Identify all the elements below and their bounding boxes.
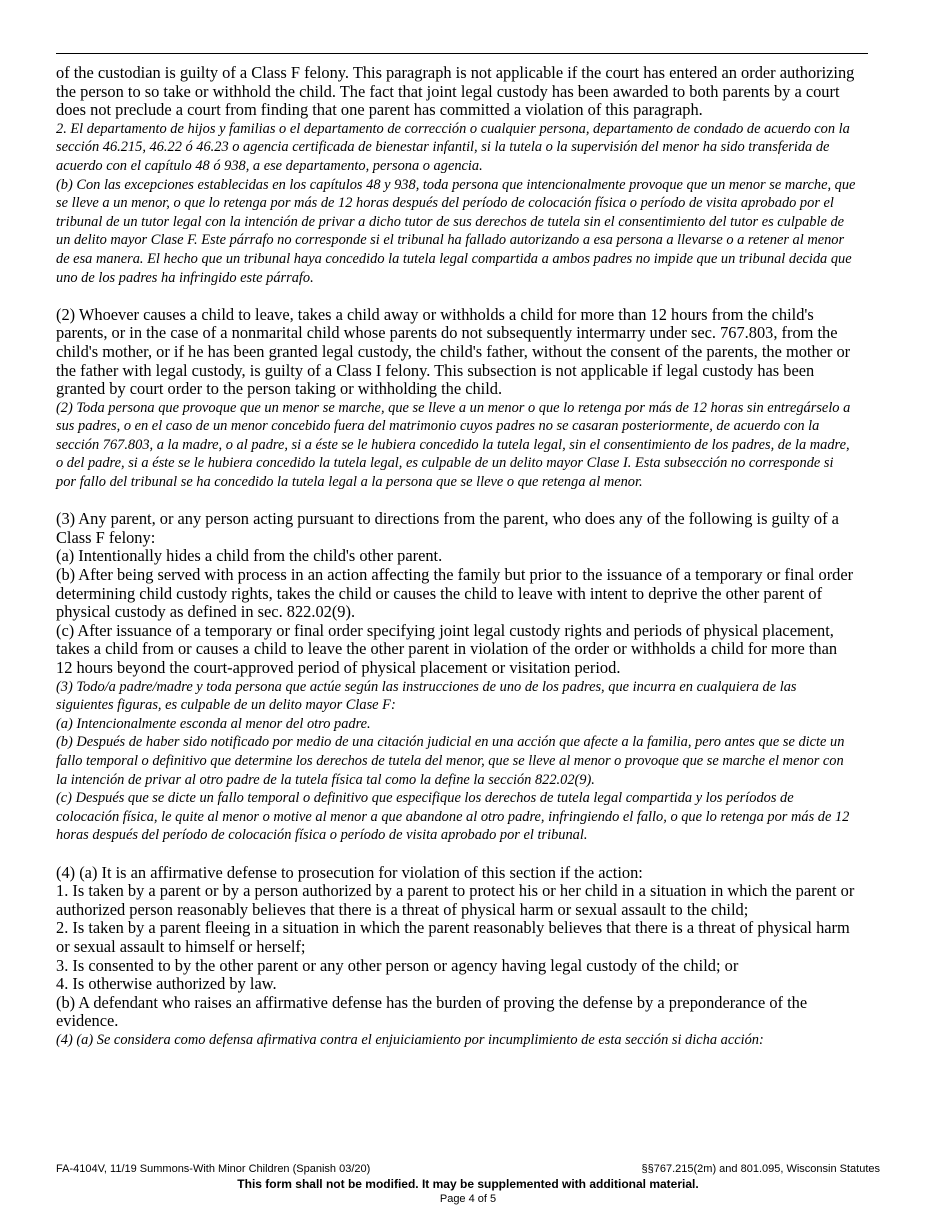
english-paragraph: 1. Is taken by a parent or by a person authorized by a parent to protect his or her child in a situation in which the parent or authorized person reasonably believes that there is a threat of physical harm or sexual assault to the child;: [56, 881, 855, 919]
spanish-paragraph: 2. El departamento de hijos y familias o el departamento de corrección o cualquier persona, departamento de condado de acuerdo con la sección 46.215, 46.22 ó 46.23 o agencia certificada de bienestar infantil, si la tutela o la supervisión del menor ha sido transferida de acuerdo con el capítulo 48 ó 938, a ese departamento, persona o agencia.: [56, 120, 850, 174]
english-paragraph: (4) (a) It is an affirmative defense to prosecution for violation of this section if the action:: [56, 862, 643, 882]
form-id: FA-4104V, 11/19 Summons-With Minor Children (Spanish 03/20): [56, 1163, 371, 1175]
header-rule: [56, 53, 868, 54]
english-paragraph: of the custodian is guilty of a Class F felony. This paragraph is not applicable if the court has entered an order authorizing the person to so take or withhold the child. The fact that joint legal custody has been awarded to both parents by a court does not preclude a court from finding that one parent has committed a violation of this paragraph.: [56, 63, 855, 120]
english-paragraph: 4. Is otherwise authorized by law.: [56, 974, 277, 994]
english-paragraph: (b) A defendant who raises an affirmative defense has the burden of proving the defense by a preponderance of the evidence.: [56, 992, 808, 1031]
spanish-paragraph: (b) Después de haber sido notificado por medio de una citación judicial en una acción que afecte a la familia, pero antes que se dicte un fallo temporal o definitivo que determine los derechos de tutela del menor, que se lleve al menor o provoque que se marche el menor con la intención de privar al otro padre de la tutela física tal como la define la sección 822.02(9).: [56, 734, 845, 788]
document-body: [56, 64, 856, 1049]
spanish-paragraph: (4) (a) Se considera como defensa afirmativa contra el enjuiciamiento por incumplimiento de esta sección si dicha acción:: [56, 1031, 764, 1048]
modification-notice: This form shall not be modified. It may be supplemented with additional material.: [237, 1177, 699, 1191]
page-footer: [56, 1162, 880, 1207]
spanish-paragraph: (a) Intencionalmente esconda al menor del otro padre.: [56, 715, 371, 732]
page-number: Page 4 of 5: [439, 1193, 497, 1205]
english-paragraph: (c) After issuance of a temporary or final order specifying joint legal custody rights and periods of physical placement, takes a child from or causes a child to leave the other parent in violation of the order or withholds a child for more than 12 hours beyond the court-approved period of physical placement or visitation period.: [56, 620, 838, 677]
spanish-paragraph: (2) Toda persona que provoque que un menor se marche, que se lleve a un menor o que lo retenga por más de 12 horas sin entregárselo a sus padres, o en el caso de un menor concebido fuera del matrimonio cuyos padres no se casaran posteriormente, de acuerdo con la sección 767.803, a la madre, o al padre, si a éste se le hubiera concedido la tutela legal, sin el consentimiento de los padres, de la madre, o del padre, si a éste se le hubiera concedido la tutela legal, es culpable de un delito mayor Clase I. Esta subsección no corresponde si por fallo del tribunal se ha concedido la tutela legal a la persona que se lleve o que retenga al menor.: [56, 399, 851, 491]
english-paragraph: (2) Whoever causes a child to leave, takes a child away or withholds a child for more than 12 hours from the child's parents, or in the case of a nonmarital child whose parents do not subsequently intermarry under sec. 767.803, from the child's mother, or if he has been granted legal custody, the child's father, without the consent of the parents, the mother or the father with legal custody, is guilty of a Class I felony. This subsection is not applicable if legal custody has been granted by court order to the person taking or withholding the child.: [56, 304, 851, 399]
paragraph-spacer: [56, 492, 856, 511]
spanish-paragraph: (c) Después que se dicte un fallo temporal o definitivo que especifique los derechos de tutela legal compartida y los períodos de colocación física, le quite al menor o motive al menor a que abandone al otro padre, infringiendo el fallo, o que lo retenga por más de 12 horas después del período de colocación física o período de visita aprobado por el tribunal.: [56, 790, 850, 844]
spanish-paragraph: (b) Con las excepciones establecidas en los capítulos 48 y 938, toda persona que intencionalmente provoque que un menor se marche, que se lleve a un menor, o que lo retenga por más de 12 horas después del período de colocación física o período de visita aprobado por el tribunal de un tutor legal con la intención de privar a dicho tutor de sus derechos de tutela sin el consentimiento del tutor es culpable de un delito mayor Clase F. Este párrafo no corresponde si el tribunal ha fallado autorizando a esa persona a llevarse o a retener al menor de esa manera. El hecho que un tribunal haya concedido la tutela legal compartida a ambos padres no impide que un tribunal decida que uno de los padres ha infringido este párrafo.: [56, 176, 856, 286]
english-paragraph: 3. Is consented to by the other parent or any other person or agency having legal custody of the child; or: [56, 955, 739, 975]
spanish-paragraph: (3) Todo/a padre/madre y toda persona que actúe según las instrucciones de uno de los padres, que incurra en cualquiera de las siguientes figuras, es culpable de un delito mayor Clase F:: [56, 678, 797, 714]
english-paragraph: (b) After being served with process in an action affecting the family but prior to the issuance of a temporary or final order determining child custody rights, takes the child or causes the child to leave with intent to deprive the other parent of physical custody as defined in sec. 822.02(9).: [56, 565, 854, 622]
english-paragraph: 2. Is taken by a parent fleeing in a situation in which the parent reasonably believes that there is a threat of physical harm or sexual assault to himself or herself;: [56, 918, 850, 956]
english-paragraph: (a) Intentionally hides a child from the child's other parent.: [56, 546, 443, 566]
english-paragraph: (3) Any parent, or any person acting pursuant to directions from the parent, who does any of the following is guilty of a Class F felony:: [56, 509, 839, 547]
paragraph-spacer: [56, 287, 856, 306]
paragraph-spacer: [56, 845, 856, 864]
statute-reference: §§767.215(2m) and 801.095, Wisconsin Statutes: [641, 1163, 880, 1175]
